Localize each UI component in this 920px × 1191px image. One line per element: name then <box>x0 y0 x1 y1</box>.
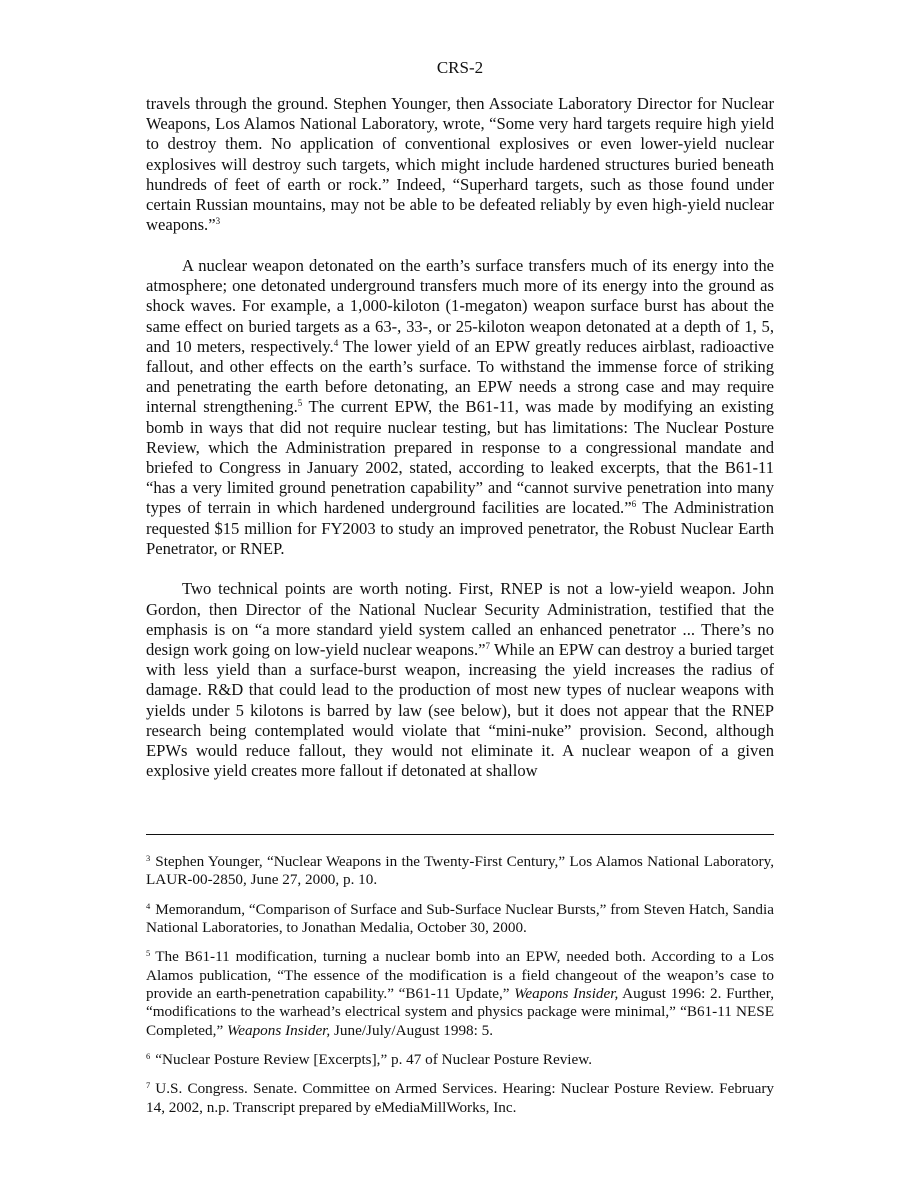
footnote-divider <box>146 834 774 835</box>
footnote-number: 3 <box>146 853 151 863</box>
paragraph-1 <box>146 94 774 235</box>
footnote-4 <box>146 901 774 938</box>
paragraph-text: Two technical points are worth noting. First, RNEP is not a low-yield weapon. John Gordon, then Director of the National Nuclear Security Administration, testified that the emphasis is on “a more standard yield system called an enhanced penetrator ... There’s no design work going on low-yield nuclear weapons.” <box>146 579 774 660</box>
footnote-text: Stephen Younger, “Nuclear Weapons in the Twenty-First Century,” Los Alamos National Laboratory, LAUR-00-2850, June 27, 2000, p. 10. <box>146 853 774 889</box>
footnote-number: 4 <box>146 900 151 911</box>
page-header: CRS-2 <box>436 58 484 77</box>
footnote-number: 6 <box>146 1051 151 1062</box>
footnote-ref-5[interactable]: 5 <box>297 398 303 409</box>
publication-title: Weapons Insider, <box>514 985 619 1003</box>
footnote-text: U.S. Congress. Senate. Committee on Armed Services. Hearing: Nuclear Posture Review. February 14, 2002, n.p. Transcript prepared by eMediaMillWorks, Inc. <box>146 1080 774 1116</box>
footnote-5 <box>146 948 774 1040</box>
footnote-text: June/July/August 1998: 5. <box>330 1021 494 1039</box>
footnote-ref-4[interactable]: 4 <box>333 337 339 348</box>
footnote-6 <box>146 1051 774 1069</box>
footnote-number: 7 <box>146 1080 151 1091</box>
footnote-3 <box>146 853 774 890</box>
footnote-ref-3[interactable]: 3 <box>215 216 221 227</box>
body-text <box>146 94 774 802</box>
paragraph-text: The Administration requested $15 million for FY2003 to study an improved penetrator, the Robust Nuclear Earth Penetrator, or RNEP. <box>146 498 774 558</box>
footnote-7 <box>146 1080 774 1117</box>
footnotes <box>146 853 774 1128</box>
publication-title: Weapons Insider, <box>226 1021 331 1039</box>
footnote-ref-6[interactable]: 6 <box>631 499 637 510</box>
footnote-text: “Nuclear Posture Review [Excerpts],” p. 47 of Nuclear Posture Review. <box>155 1051 593 1069</box>
paragraph-2 <box>146 256 774 559</box>
paragraph-3 <box>146 579 774 781</box>
paragraph-text: A nuclear weapon detonated on the earth’s surface transfers much of its energy into the atmosphere; one detonated underground transfers much more of its energy into the ground as shock waves. For example, a 1,000-kiloton (1-megaton) weapon surface burst has about the same effect on buried targets as a 63-, 33-, or 25-kiloton weapon detonated at a depth of 1, 5, and 10 meters, respectively. <box>146 255 774 356</box>
paragraph-text: While an EPW can destroy a buried target with less yield than a surface-burst weapon, increasing the yield increases the radius of damage. R&D that could lead to the production of most new types of nuclear weapons with yields under 5 kilotons is barred by law (see below), but it does not appear that the RNEP research being contemplated would violate that “mini-nuke” provision. Second, although EPWs would reduce fallout, they would not eliminate it. A nuclear weapon of a given explosive yield creates more fallout if detonated at shallow <box>146 640 774 781</box>
paragraph-text: The lower yield of an EPW greatly reduces airblast, radioactive fallout, and other effects on the earth’s surface. To withstand the immense force of striking and penetrating the earth before detonating, an EPW needs a strong case and may require internal strengthening. <box>146 336 774 417</box>
paragraph-text: The current EPW, the B61-11, was made by modifying an existing bomb in ways that did not require nuclear testing, but has limitations: The Nuclear Posture Review, which the Administration prepared in response to a congressional mandate and briefed to Congress in January 2002, stated, according to leaked excerpts, that the B61-11 “has a very limited ground penetration capability” and “cannot survive penetration into many types of terrain in which hardened underground facilities are located.” <box>146 397 774 518</box>
footnote-text: Memorandum, “Comparison of Surface and Sub-Surface Nuclear Bursts,” from Steven Hatch, Sandia National Laboratories, to Jonathan Medalia, October 30, 2000. <box>146 900 774 937</box>
paragraph-text: travels through the ground. Stephen Younger, then Associate Laboratory Director for Nuclear Weapons, Los Alamos National Laboratory, wrote, “Some very hard targets require high yield to destroy them. No application of conventional explosives or even lower-yield nuclear explosives will destroy such targets, which might include hardened structures buried beneath hundreds of feet of earth or rock.” Indeed, “Superhard targets, such as those found under certain Russian mountains, may not be able to be defeated reliably by even high-yield nuclear weapons.” <box>146 94 774 235</box>
footnote-ref-7[interactable]: 7 <box>485 641 490 652</box>
footnote-number: 5 <box>146 948 151 959</box>
footnote-text: August 1996: 2. Further, “modifications to the warhead’s electrical system and physics package were minimal,” “B61-11 NESE Completed,” <box>146 985 774 1039</box>
footnote-text: The B61-11 modification, turning a nuclear bomb into an EPW, needed both. According to a Los Alamos publication, “The essence of the modification is a field changeout of the weapon’s case to provide an earth-penetration capability.” “B61-11 Update,” <box>146 948 774 1003</box>
